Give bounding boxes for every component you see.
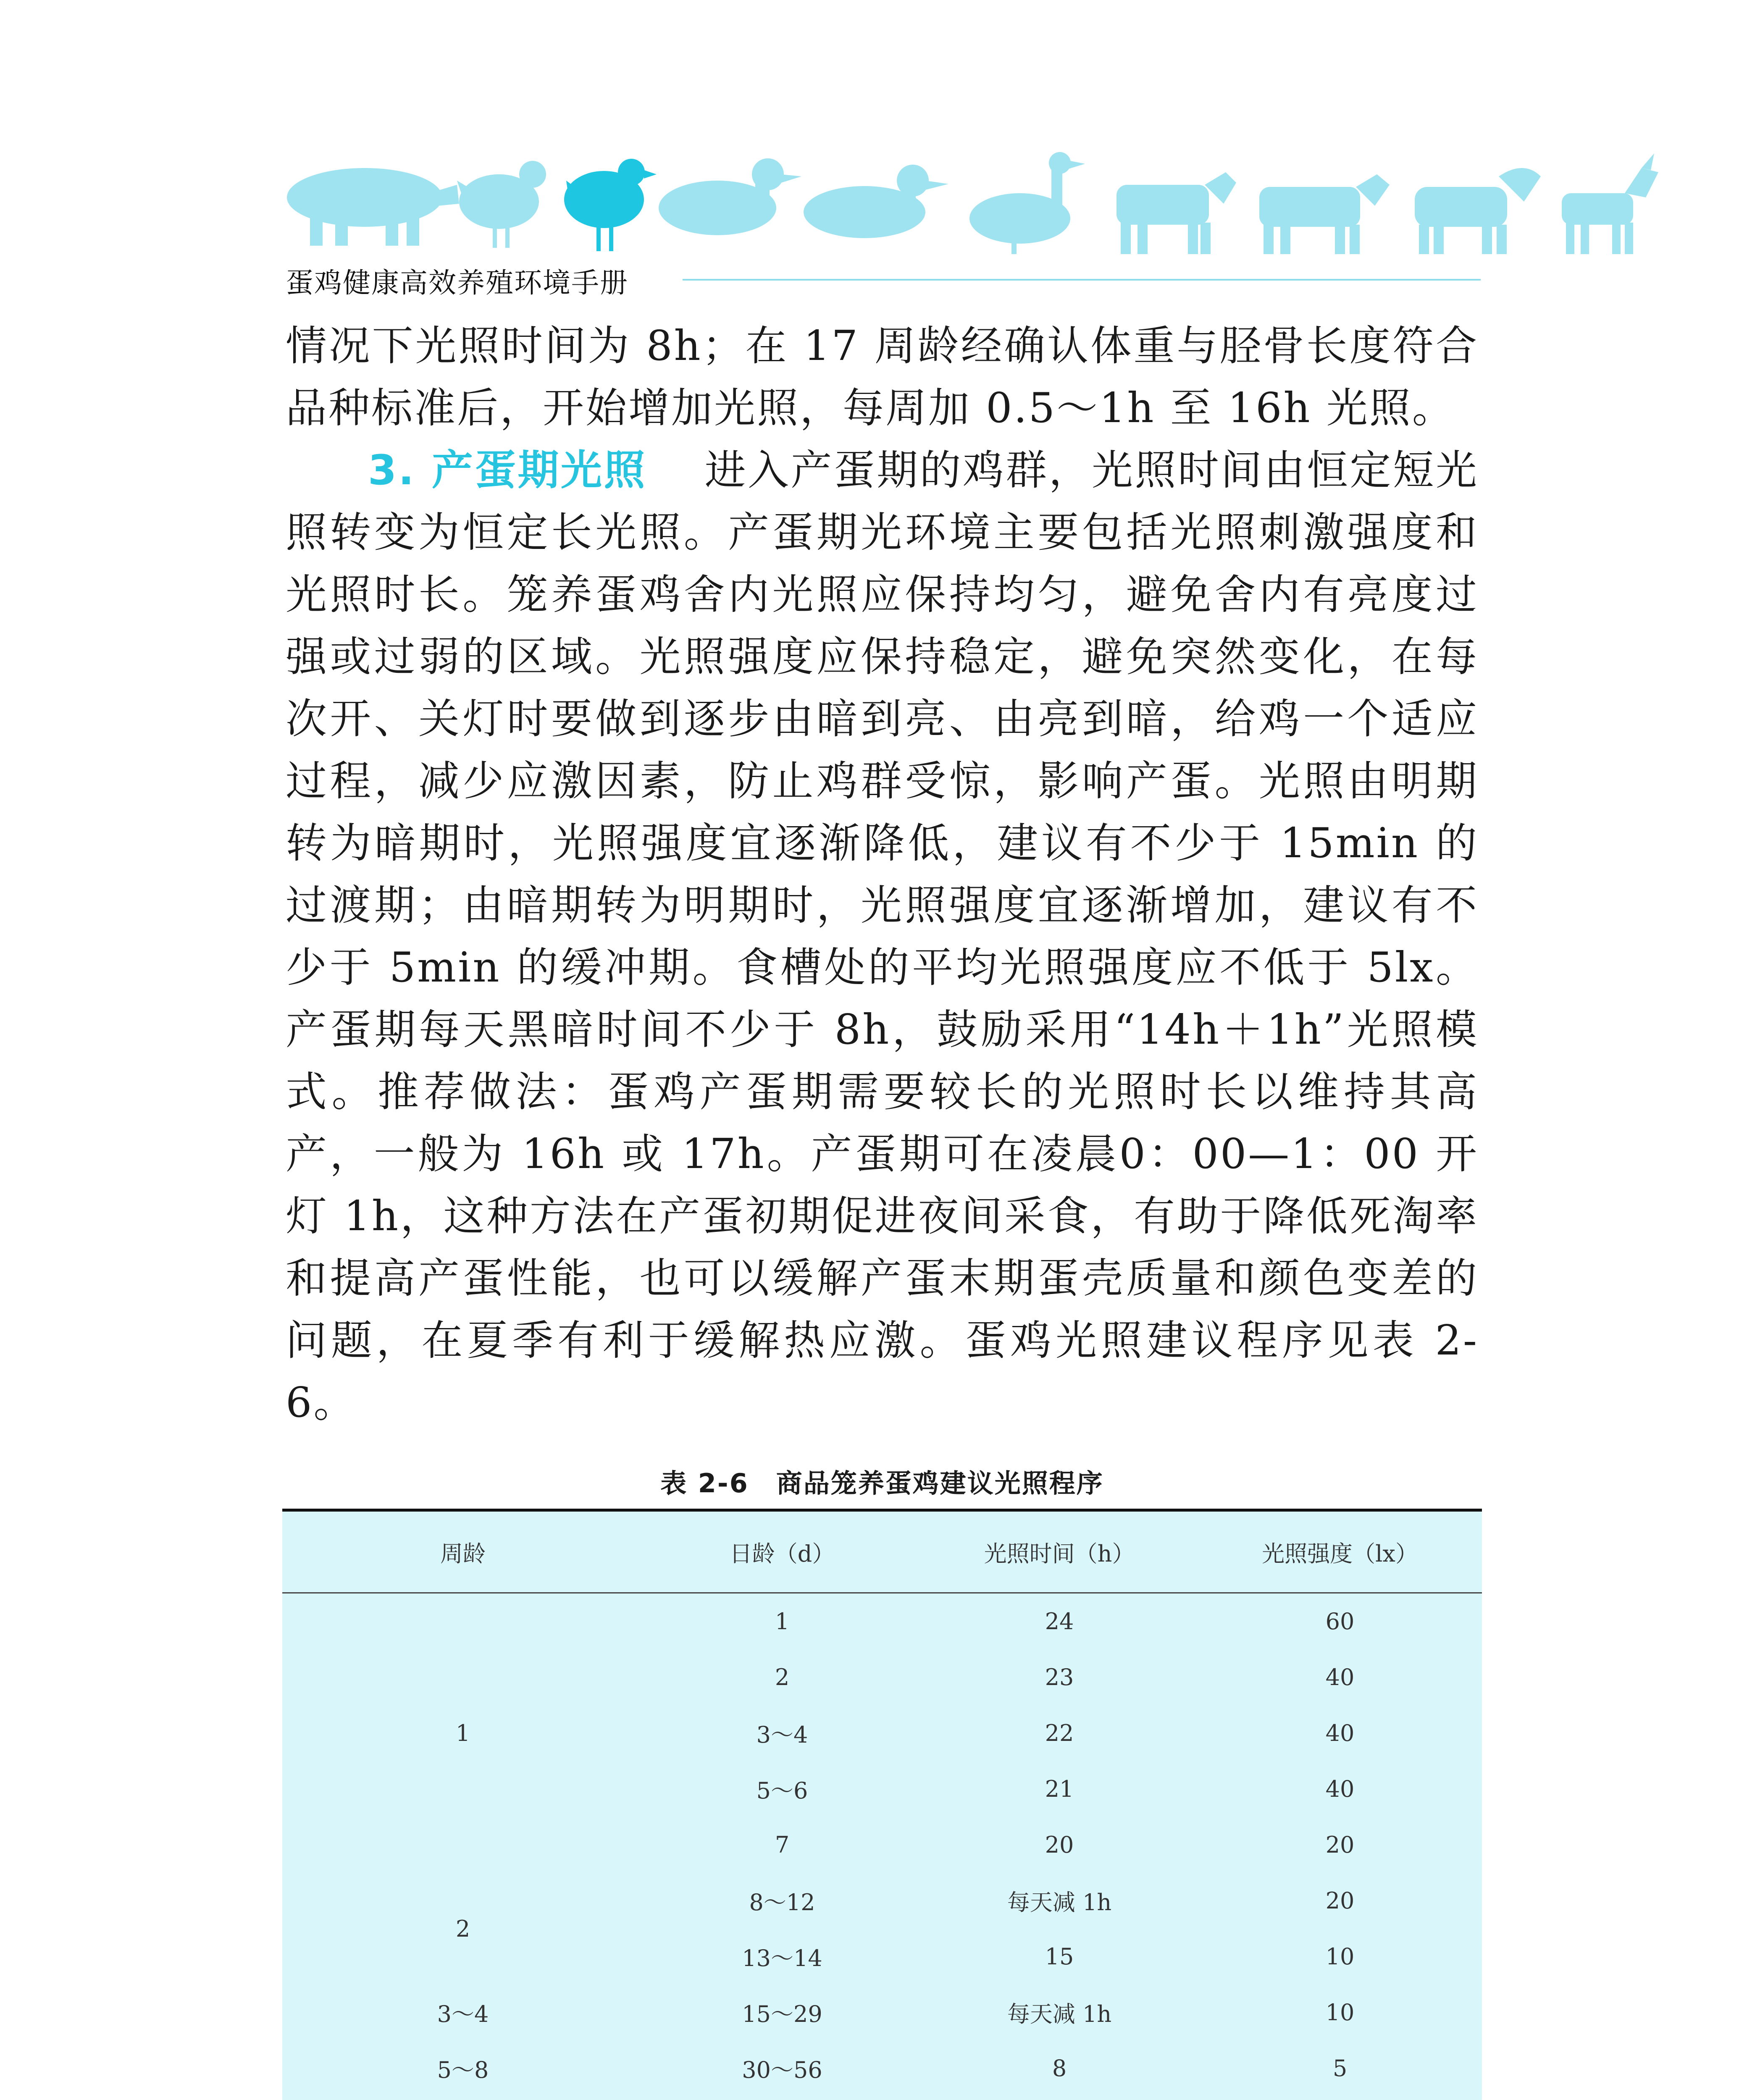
hours-cell: 每天减 1h [1007,2001,1112,2027]
hours-cell: 24 [1045,1608,1074,1635]
table-row [282,2040,1482,2096]
column-header: 光照强度（lx） [1262,1540,1418,1567]
hours-cell: 15 [1045,1943,1074,1970]
table-row [282,1873,1482,1929]
lux-cell: 40 [1325,1776,1355,1802]
goat-icon [1562,153,1658,254]
table-row [282,1984,1482,2040]
lux-cell: 20 [1325,1887,1355,1914]
lux-cell: 10 [1325,1999,1355,2026]
cow-icon [1259,174,1390,254]
week-cell: 1 [455,1720,470,1746]
hours-cell: 22 [1045,1720,1074,1746]
lux-cell: 40 [1325,1720,1355,1746]
animal-banner [281,151,1667,256]
lux-cell: 20 [1325,1832,1355,1858]
table-header-row [282,1510,1482,1593]
pig-icon [287,168,459,246]
hours-cell [921,2096,1198,2100]
lux-cell: 5 [1332,2055,1348,2082]
duck-icon [659,158,801,235]
week-cell [282,2096,644,2100]
week-cell: 5～8 [437,2057,489,2083]
lux-cell: 40 [1325,1664,1355,1690]
body-text [286,315,1479,1434]
hours-cell: 23 [1045,1664,1074,1690]
lux-cell: 60 [1325,1608,1355,1635]
hours-cell: 20 [1045,1832,1074,1858]
hen-icon [564,159,657,251]
day-cell [644,2096,921,2100]
day-cell: 1 [775,1608,790,1635]
column-header: 日龄（d） [729,1540,835,1567]
paragraph-2-text: 进入产蛋期的鸡群，光照时间由恒定短光照转变为恒定长光照。产蛋期光环境主要包括光照刺激强度和光照时长。笼养蛋鸡舍内光照应保持均匀，避免舍内有亮度过强或过弱的区域。光照强度应保持稳定，避免突然变化，在每次开、关灯时要做到逐步由暗到亮、由亮到暗，给鸡一个适应过程，减少应激因素，防止鸡群受惊，影响产蛋。光照由明期转为暗期时，光照强度宜逐渐降低，建议有不少于 15min 的过渡期；由暗期转为明期时，光照强度宜逐渐增加，建议有不少于 5min 的缓冲期。食槽处的平均光照强度应不低于 5lx。产蛋期每天黑暗时间不少于 8h，鼓励采用“14h＋1h”光照模式。推荐做法：蛋鸡产蛋期需要较长的光照时长以维持其高产，一般为 16h 或 17h。产蛋期可在凌晨0：00—1：00 开灯 1h，这种方法在产蛋初期促进夜间采食，有助于降低死淘率和提高产蛋性能，也可以缓解产蛋末期蛋壳质量和颜色变差的问题，在夏季有利于缓解热应激。蛋鸡光照建议程序见表 2-6。 [286,446,1479,1427]
goose-icon [969,152,1085,254]
table-caption: 表 2-6 商品笼养蛋鸡建议光照程序 [660,1468,1104,1499]
table-row [282,1593,1482,1650]
day-cell: 7 [775,1832,790,1858]
lux-cell: 10 [1325,1943,1355,1970]
hours-cell: 每天减 1h [1007,1889,1112,1916]
day-cell: 2 [775,1664,790,1690]
buffalo-icon [1415,168,1541,254]
book-title: 蛋鸡健康高效养殖环境手册 [286,267,628,299]
lighting-table [282,1509,1482,2100]
week-cell: 2 [455,1915,470,1942]
column-header: 光照时间（h） [984,1540,1135,1567]
table-row [282,2096,1482,2100]
day-cell: 30～56 [742,2057,822,2083]
day-cell: 13～14 [742,1945,822,1971]
hours-cell: 8 [1052,2055,1067,2082]
lux-cell [1198,2096,1482,2100]
header-divider [683,279,1481,281]
hours-cell: 21 [1045,1776,1074,1802]
paragraph-2 [286,439,1479,1434]
day-cell: 15～29 [742,2001,822,2027]
duck-icon [804,165,948,238]
cow-icon [1117,172,1236,254]
day-cell: 8～12 [749,1889,815,1916]
column-header: 周龄 [440,1540,486,1567]
day-cell: 5～6 [756,1777,808,1804]
chicken-icon [457,161,546,248]
paragraph-1: 情况下光照时间为 8h；在 17 周龄经确认体重与胫骨长度符合品种标准后，开始增加光照，每周加 0.5～1h 至 16h 光照。 [286,322,1479,432]
week-cell: 3～4 [437,2001,489,2027]
section-heading: 3. 产蛋期光照 [368,446,647,494]
day-cell: 3～4 [756,1722,808,1748]
